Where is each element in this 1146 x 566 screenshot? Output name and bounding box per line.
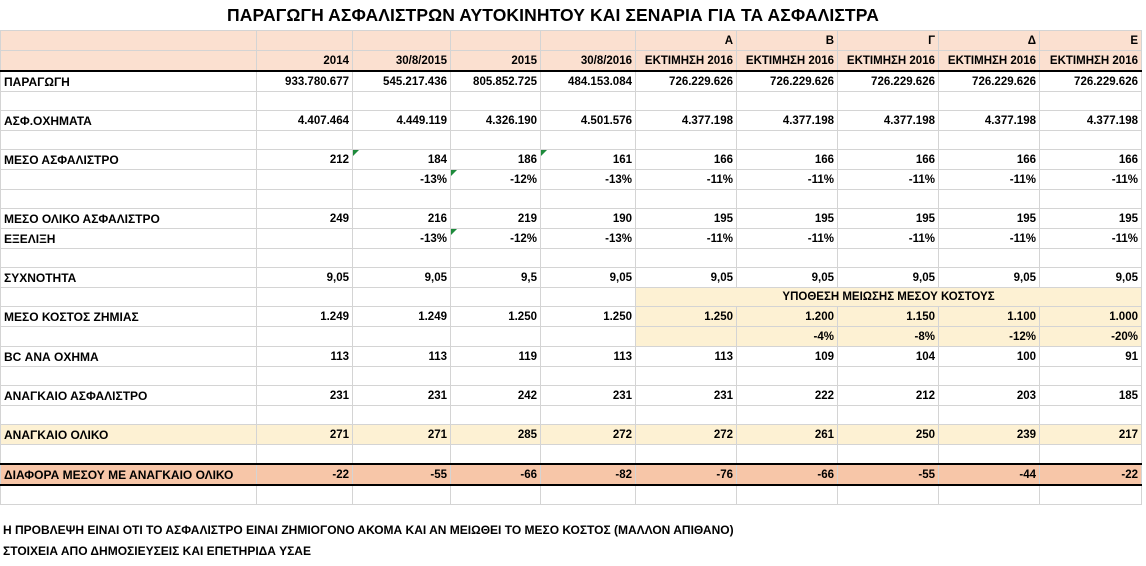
cell[interactable] [737,249,838,268]
empty-row [1,131,1142,150]
cell[interactable]: 4.501.576 [541,111,636,131]
cell[interactable] [541,249,636,268]
cell[interactable] [838,445,939,465]
cell[interactable] [1,367,257,386]
cell[interactable] [451,485,541,505]
row-avg-claim-cost-pct [1,327,1142,347]
column-header[interactable]: 30/8/2016 [541,51,636,72]
cell[interactable]: -11% [737,170,838,190]
row-avg-premium-pct [1,170,1142,190]
empty-row [1,445,1142,465]
row-avg-total-premium [1,209,1142,229]
cell[interactable] [1040,485,1142,505]
cell[interactable]: 222 [737,386,838,406]
cell[interactable] [353,31,451,51]
cell[interactable] [451,367,541,386]
cell[interactable] [939,92,1040,111]
cell[interactable]: 271 [353,425,451,445]
cell[interactable] [257,170,353,190]
cell[interactable] [636,327,737,347]
cell[interactable] [257,406,353,425]
cell[interactable]: -11% [939,229,1040,249]
cell[interactable] [353,131,451,150]
cell[interactable]: 285 [451,425,541,445]
cell[interactable]: 271 [257,425,353,445]
cell-with-comment[interactable]: 161 [541,150,636,170]
cell[interactable] [1040,131,1142,150]
cell[interactable] [838,92,939,111]
cell[interactable] [1,170,257,190]
cell[interactable]: -20% [1040,327,1142,347]
cell[interactable]: 4.377.198 [1040,111,1142,131]
cost-hypothesis-row [1,288,1142,307]
cell[interactable]: 1.150 [838,307,939,327]
cell[interactable] [1,288,257,307]
cell[interactable] [257,190,353,209]
cell[interactable]: 1.249 [353,307,451,327]
cell[interactable]: 113 [353,347,451,367]
cell[interactable] [737,485,838,505]
cell[interactable] [636,445,737,465]
cell[interactable]: 212 [257,150,353,170]
cell[interactable] [636,92,737,111]
cell[interactable]: 726.229.626 [636,71,737,92]
cell[interactable]: 1.000 [1040,307,1142,327]
column-header[interactable]: ΕΚΤΙΜΗΣΗ 2016 [838,51,939,72]
cell[interactable]: 9,5 [451,268,541,288]
cell[interactable]: 216 [353,209,451,229]
row-label[interactable]: ΜΕΣΟ ΚΟΣΤΟΣ ΖΗΜΙΑΣ [1,307,257,327]
cell[interactable] [541,445,636,465]
row-label[interactable]: ΕΞΕΛΙΞΗ [1,229,257,249]
cell[interactable] [838,485,939,505]
cell[interactable] [737,131,838,150]
cell[interactable]: 4.377.198 [939,111,1040,131]
row-bc-per-vehicle [1,347,1142,367]
cell[interactable]: -12% [939,327,1040,347]
cell[interactable]: -22 [1040,464,1142,485]
cell[interactable] [451,31,541,51]
cell[interactable] [541,92,636,111]
cell[interactable] [353,249,451,268]
scenario-label[interactable]: Α [636,31,737,51]
cell[interactable] [257,31,353,51]
cell[interactable] [1,131,257,150]
row-vehicles [1,111,1142,131]
empty-row [1,249,1142,268]
cell[interactable] [838,131,939,150]
cell[interactable] [353,288,451,307]
cell[interactable] [451,190,541,209]
cell[interactable]: 9,05 [636,268,737,288]
cell[interactable]: 9,05 [838,268,939,288]
cell[interactable] [541,367,636,386]
cell[interactable] [257,485,353,505]
cell[interactable] [257,367,353,386]
cell[interactable]: 1.100 [939,307,1040,327]
cell[interactable] [1,445,257,465]
empty-row [1,367,1142,386]
cell[interactable]: 261 [737,425,838,445]
cell[interactable] [353,367,451,386]
cell[interactable] [353,485,451,505]
cell[interactable]: 249 [257,209,353,229]
cell[interactable] [1040,406,1142,425]
cell[interactable]: 166 [838,150,939,170]
cell[interactable]: 203 [939,386,1040,406]
cell[interactable] [838,406,939,425]
cell[interactable] [541,288,636,307]
cell[interactable] [451,327,541,347]
cell[interactable]: 242 [451,386,541,406]
cell[interactable]: 4.326.190 [451,111,541,131]
cell[interactable]: 484.153.084 [541,71,636,92]
cell[interactable] [939,131,1040,150]
cell[interactable] [838,249,939,268]
cell[interactable] [451,131,541,150]
cell[interactable] [541,131,636,150]
cell[interactable] [257,327,353,347]
cell[interactable]: 1.249 [257,307,353,327]
cell-with-comment[interactable]: -12% [451,229,541,249]
cell[interactable]: 1.200 [737,307,838,327]
cell[interactable]: 9,05 [353,268,451,288]
cell[interactable]: 1.250 [541,307,636,327]
cell[interactable]: -8% [838,327,939,347]
cell[interactable] [541,485,636,505]
cell[interactable]: -4% [737,327,838,347]
cell[interactable] [257,131,353,150]
cell[interactable] [257,249,353,268]
cell[interactable]: 195 [737,209,838,229]
cell[interactable] [939,249,1040,268]
row-label[interactable]: ΜΕΣΟ ΑΣΦΑΛΙΣΤΡΟ [1,150,257,170]
empty-row [1,190,1142,209]
cell[interactable] [1040,92,1142,111]
cell[interactable] [737,190,838,209]
cell[interactable] [257,288,353,307]
cell[interactable]: 195 [636,209,737,229]
cell[interactable]: 217 [1040,425,1142,445]
row-label[interactable]: ΑΣΦ.ΟΧΗΜΑΤΑ [1,111,257,131]
cell[interactable]: 9,05 [541,268,636,288]
sheet-title: ΠΑΡΑΓΩΓΗ ΑΣΦΑΛΙΣΤΡΩΝ ΑΥΤΟΚΙΝΗΤΟΥ ΚΑΙ ΣΕΝΑΡΙΑ ΓΙΑ ΤΑ ΑΣΦΑΛΙΣΤΡΑ [227,5,879,25]
cell[interactable] [1040,445,1142,465]
cell[interactable] [636,485,737,505]
cell[interactable]: -55 [353,464,451,485]
cell[interactable] [541,31,636,51]
cell[interactable] [353,327,451,347]
cell[interactable]: 219 [451,209,541,229]
cell-with-comment[interactable]: 184 [353,150,451,170]
empty-row [1,406,1142,425]
row-label[interactable]: ΣΥΧΝΟΤΗΤΑ [1,268,257,288]
cell-with-comment[interactable]: -12% [451,170,541,190]
cell[interactable] [939,190,1040,209]
column-header-row [1,51,1142,72]
cell[interactable]: 166 [939,150,1040,170]
cell[interactable]: 726.229.626 [737,71,838,92]
cell[interactable] [541,327,636,347]
cell[interactable]: 113 [541,347,636,367]
cell[interactable] [541,190,636,209]
cell[interactable] [353,190,451,209]
column-header[interactable]: 2015 [451,51,541,72]
cell[interactable]: 4.407.464 [257,111,353,131]
cell[interactable]: -82 [541,464,636,485]
cell[interactable] [1,485,257,505]
row-label[interactable]: ΑΝΑΓΚΑΙΟ ΑΣΦΑΛΙΣΤΡΟ [1,386,257,406]
cell[interactable]: 272 [541,425,636,445]
cell[interactable] [1,190,257,209]
cell[interactable]: -13% [541,170,636,190]
cell[interactable] [1,327,257,347]
cell[interactable]: 272 [636,425,737,445]
cell[interactable]: -11% [838,229,939,249]
cell[interactable]: 113 [257,347,353,367]
cell[interactable]: 195 [939,209,1040,229]
cell[interactable] [838,190,939,209]
scenario-label[interactable]: Γ [838,31,939,51]
cell[interactable]: 185 [1040,386,1142,406]
cell[interactable]: 190 [541,209,636,229]
cell[interactable]: 195 [838,209,939,229]
cell[interactable] [541,406,636,425]
cell[interactable] [353,445,451,465]
cell[interactable] [939,406,1040,425]
cell[interactable] [1,51,257,72]
cell[interactable]: 726.229.626 [939,71,1040,92]
cell[interactable]: -11% [1040,170,1142,190]
cell[interactable] [451,445,541,465]
scenario-label[interactable]: Β [737,31,838,51]
cell[interactable] [939,445,1040,465]
cell[interactable] [939,367,1040,386]
cell[interactable]: 231 [257,386,353,406]
cell[interactable]: -13% [541,229,636,249]
cell[interactable]: 104 [838,347,939,367]
empty-row [1,485,1142,505]
cell[interactable]: 726.229.626 [1040,71,1142,92]
cell[interactable] [353,406,451,425]
cell[interactable]: -11% [838,170,939,190]
cell[interactable] [1,92,257,111]
cell[interactable]: 805.852.725 [451,71,541,92]
cell[interactable]: 166 [1040,150,1142,170]
cell[interactable]: -66 [737,464,838,485]
cell[interactable] [838,367,939,386]
cell[interactable] [451,249,541,268]
cell[interactable] [737,445,838,465]
scenario-label[interactable]: Ε [1040,31,1142,51]
cell[interactable] [737,406,838,425]
cell[interactable]: -11% [939,170,1040,190]
scenario-label[interactable]: Δ [939,31,1040,51]
row-production [1,71,1142,92]
cell[interactable]: -13% [353,170,451,190]
cell[interactable] [939,485,1040,505]
cell[interactable]: 1.250 [451,307,541,327]
column-header[interactable]: ΕΚΤΙΜΗΣΗ 2016 [939,51,1040,72]
cell[interactable]: 113 [636,347,737,367]
empty-row [1,92,1142,111]
cell[interactable]: 109 [737,347,838,367]
cell[interactable] [451,288,541,307]
cell[interactable] [451,92,541,111]
source-note: ΣΤΟΙΧΕΙΑ ΑΠΟ ΔΗΜΟΣΙΕΥΣΕΙΣ ΚΑΙ ΕΠΕΤΗΡΙΔΑ ΥΣΑΕ [3,544,311,558]
cell[interactable] [257,445,353,465]
cell[interactable]: -11% [737,229,838,249]
cell[interactable]: 166 [636,150,737,170]
cell[interactable]: 91 [1040,347,1142,367]
cell[interactable]: 4.377.198 [737,111,838,131]
row-label[interactable]: BC ΑΝΑ ΟΧΗΜΑ [1,347,257,367]
cell[interactable] [636,190,737,209]
cell[interactable] [636,406,737,425]
column-header[interactable]: ΕΚΤΙΜΗΣΗ 2016 [737,51,838,72]
cell[interactable]: -66 [451,464,541,485]
column-header[interactable]: 30/8/2015 [353,51,451,72]
cell[interactable] [451,406,541,425]
cell[interactable]: 231 [636,386,737,406]
cell[interactable]: 9,05 [737,268,838,288]
row-frequency [1,268,1142,288]
row-label[interactable]: ΔΙΑΦΟΡΑ ΜΕΣΟΥ ΜΕ ΑΝΑΓΚΑΙΟ ΟΛΙΚΟ [1,464,257,485]
cell[interactable]: 1.250 [636,307,737,327]
row-label[interactable]: ΑΝΑΓΚΑΙΟ ΟΛΙΚΟ [1,425,257,445]
cell[interactable]: -11% [1040,229,1142,249]
cell[interactable]: -76 [636,464,737,485]
cell[interactable] [1,249,257,268]
cell[interactable]: 186 [451,150,541,170]
cell[interactable]: 726.229.626 [838,71,939,92]
cell[interactable]: 119 [451,347,541,367]
cell[interactable] [737,367,838,386]
column-header[interactable]: 2014 [257,51,353,72]
cell[interactable]: 9,05 [939,268,1040,288]
cell[interactable]: 231 [353,386,451,406]
cell[interactable]: -44 [939,464,1040,485]
cell[interactable]: 4.449.119 [353,111,451,131]
cell[interactable]: 250 [838,425,939,445]
cell[interactable] [257,92,353,111]
cell[interactable] [636,249,737,268]
cell[interactable] [1,406,257,425]
cell[interactable] [1,31,257,51]
cell[interactable] [1040,367,1142,386]
row-difference [1,464,1142,485]
cell[interactable]: -13% [353,229,451,249]
cell[interactable]: -55 [838,464,939,485]
cell[interactable]: 4.377.198 [838,111,939,131]
cell[interactable]: -11% [636,229,737,249]
forecast-note: Η ΠΡΟΒΛΕΨΗ ΕΙΝΑΙ ΟΤΙ ΤΟ ΑΣΦΑΛΙΣΤΡΟ ΕΙΝΑΙ ΖΗΜΙΟΓΟΝΟ ΑΚΟΜΑ ΚΑΙ ΑΝ ΜΕΙΩΘΕΙ ΤΟ ΜΕΣΟ ΚΟΣΤΟΣ (ΜΑΛΛΟΝ ΑΠΙΘΑΝΟ) [3,523,734,537]
row-label[interactable]: ΜΕΣΟ ΟΛΙΚΟ ΑΣΦΑΛΙΣΤΡΟ [1,209,257,229]
cell[interactable] [737,92,838,111]
row-avg-claim-cost [1,307,1142,327]
cell[interactable] [1040,249,1142,268]
cell[interactable]: 231 [541,386,636,406]
cell[interactable]: 933.780.677 [257,71,353,92]
cell[interactable]: 9,05 [257,268,353,288]
cell[interactable] [353,92,451,111]
spreadsheet-table [0,30,1142,505]
row-evolution [1,229,1142,249]
cell[interactable]: -22 [257,464,353,485]
cell[interactable]: 9,05 [1040,268,1142,288]
column-header[interactable]: ΕΚΤΙΜΗΣΗ 2016 [636,51,737,72]
cell[interactable]: 545.217.436 [353,71,451,92]
cell[interactable]: -11% [636,170,737,190]
cell[interactable] [1040,190,1142,209]
cost-hypothesis-header[interactable]: ΥΠΟΘΕΣΗ ΜΕΙΩΣΗΣ ΜΕΣΟΥ ΚΟΣΤΟΥΣ [636,288,1142,307]
cell[interactable] [636,131,737,150]
cell[interactable]: 166 [737,150,838,170]
cell[interactable]: 212 [838,386,939,406]
cell[interactable]: 195 [1040,209,1142,229]
row-required-total [1,425,1142,445]
cell[interactable]: 4.377.198 [636,111,737,131]
cell[interactable]: 239 [939,425,1040,445]
cell[interactable]: 100 [939,347,1040,367]
cell[interactable] [636,367,737,386]
column-header[interactable]: ΕΚΤΙΜΗΣΗ 2016 [1040,51,1142,72]
scenario-row [1,31,1142,51]
row-avg-premium [1,150,1142,170]
cell[interactable] [257,229,353,249]
row-label[interactable]: ΠΑΡΑΓΩΓΗ [1,71,257,92]
row-required-premium [1,386,1142,406]
